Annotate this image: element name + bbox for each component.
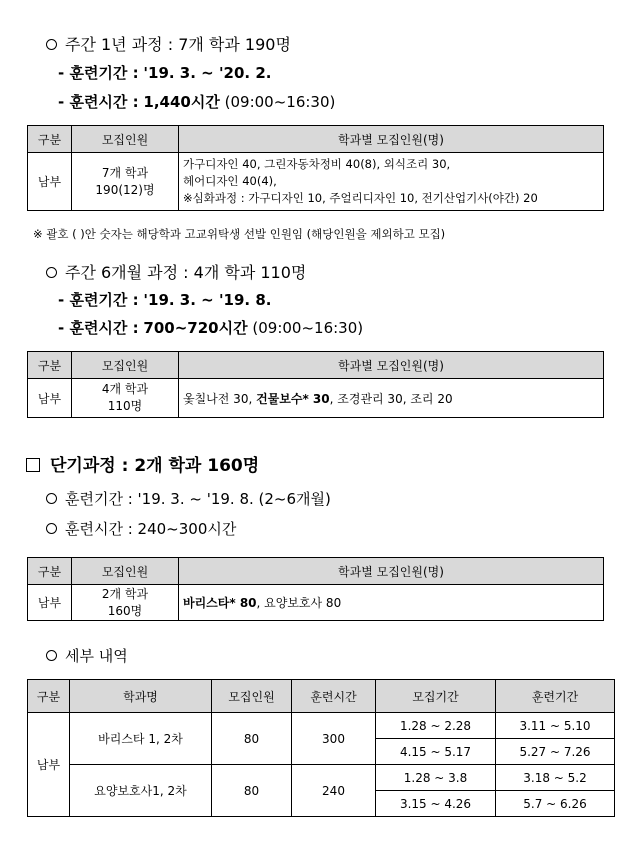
detail-title: 세부 내역 [65, 647, 128, 665]
header-training-period: 훈련기간 [496, 680, 615, 713]
table-row [28, 765, 615, 791]
table-row [28, 713, 615, 739]
cell-dept: 바리스타* 80, 요양보호사 80 [179, 585, 604, 621]
circle-bullet-icon [46, 650, 57, 661]
cell-training-period: 5.27 ~ 7.26 [496, 739, 615, 765]
cell-dept: 가구디자인 40, 그린자동차정비 40(8), 외식조리 30, 헤어디자인 40(4), ※심화과정 : 가구디자인 10, 주얼리디자인 10, 전기산업기사(야간) 20 [179, 153, 604, 211]
cell-training-period: 3.11 ~ 5.10 [496, 713, 615, 739]
header-dept: 학과별 모집인원(명) [179, 126, 604, 153]
course1-table [27, 125, 604, 211]
header-dept: 학과별 모집인원(명) [179, 558, 604, 585]
cell-type: 남부 [28, 379, 72, 418]
cell-recruit-period: 1.28 ~ 3.8 [376, 765, 496, 791]
cell-recruit: 2개 학과 160명 [72, 585, 179, 621]
short-heading [26, 451, 259, 476]
circle-bullet-icon [46, 267, 57, 278]
course1-note: ※ 괄호 ( )안 숫자는 해당학과 고교위탁생 선발 인원임 (해당인원을 제외하고 모집) [33, 227, 446, 241]
short-time: 훈련시간 : 240~300시간 [46, 518, 236, 539]
course2-period: - 훈련기간 : '19. 3. ~ '19. 8. [58, 291, 272, 309]
cell-name: 요양보호사1, 2차 [70, 765, 212, 817]
course2-heading [46, 260, 306, 283]
course2-table [27, 351, 604, 418]
cell-type: 남부 [28, 585, 72, 621]
cell-recruit: 80 [212, 713, 292, 765]
short-period: 훈련기간 : '19. 3. ~ '19. 8. (2~6개월) [46, 488, 331, 509]
circle-bullet-icon [46, 523, 57, 534]
course1-period: - 훈련기간 : '19. 3. ~ '20. 2. [58, 64, 272, 82]
header-dept: 학과별 모집인원(명) [179, 352, 604, 379]
header-recruit: 모집인원 [72, 352, 179, 379]
circle-bullet-icon [46, 493, 57, 504]
header-hours: 훈련시간 [292, 680, 376, 713]
detail-table [27, 679, 615, 817]
cell-recruit-period: 4.15 ~ 5.17 [376, 739, 496, 765]
header-recruit-period: 모집기간 [376, 680, 496, 713]
course1-heading [46, 32, 291, 55]
cell-recruit: 7개 학과 190(12)명 [72, 153, 179, 211]
cell-type: 남부 [28, 713, 70, 817]
detail-heading [46, 645, 128, 666]
cell-recruit: 4개 학과 110명 [72, 379, 179, 418]
header-recruit: 모집인원 [212, 680, 292, 713]
header-recruit: 모집인원 [72, 126, 179, 153]
cell-name: 바리스타 1, 2차 [70, 713, 212, 765]
cell-training-period: 5.7 ~ 6.26 [496, 791, 615, 817]
cell-recruit: 80 [212, 765, 292, 817]
course1-title: 주간 1년 과정 : 7개 학과 190명 [65, 35, 291, 54]
cell-dept: 옻칠나전 30, 건물보수* 30, 조경관리 30, 조리 20 [179, 379, 604, 418]
square-bullet-icon [26, 458, 40, 472]
course2-time: - 훈련시간 : 700~720시간 (09:00~16:30) [58, 319, 364, 337]
short-title: 단기과정 : 2개 학과 160명 [50, 456, 260, 476]
header-recruit: 모집인원 [72, 558, 179, 585]
cell-recruit-period: 3.15 ~ 4.26 [376, 791, 496, 817]
cell-hours: 300 [292, 713, 376, 765]
header-type: 구분 [28, 558, 72, 585]
cell-type: 남부 [28, 153, 72, 211]
header-type: 구분 [28, 680, 70, 713]
header-name: 학과명 [70, 680, 212, 713]
course1-time: - 훈련시간 : 1,440시간 (09:00~16:30) [58, 93, 336, 111]
cell-recruit-period: 1.28 ~ 2.28 [376, 713, 496, 739]
course2-title: 주간 6개월 과정 : 4개 학과 110명 [65, 263, 307, 282]
short-table [27, 557, 604, 621]
circle-bullet-icon [46, 39, 57, 50]
header-type: 구분 [28, 126, 72, 153]
cell-training-period: 3.18 ~ 5.2 [496, 765, 615, 791]
header-type: 구분 [28, 352, 72, 379]
cell-hours: 240 [292, 765, 376, 817]
